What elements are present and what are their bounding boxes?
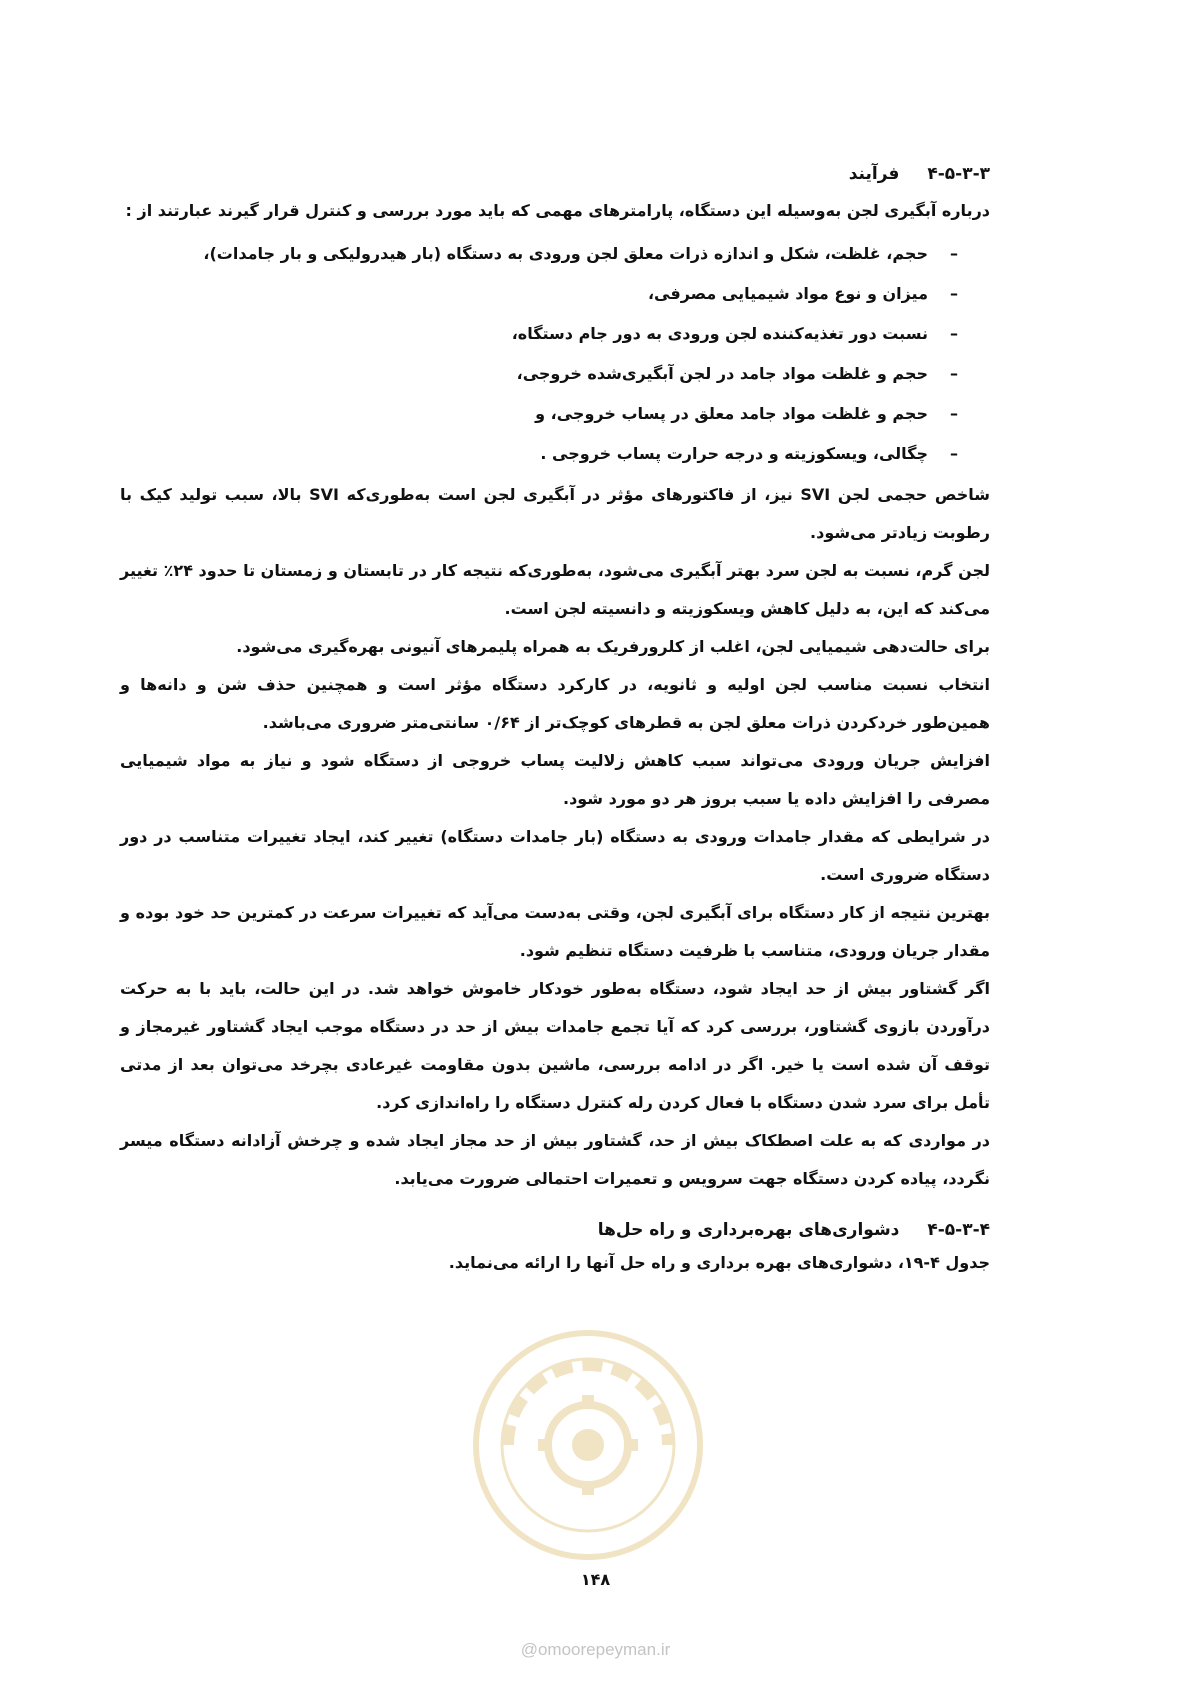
section-title: فرآیند xyxy=(848,164,900,184)
paragraph: بهترین نتیجه از کار دستگاه برای آبگیری لجن، وقتی به‌دست می‌آید که تغییرات سرعت در کمترین حد خود بوده و مقدار جریان ورودی، متناسب با ظرفیت دستگاه تنظیم شود. xyxy=(120,903,990,960)
section-number: ۴-۵-۳-۴ xyxy=(927,1220,990,1240)
list-item: – حجم، غلظت، شکل و اندازه ذرات معلق لجن ورودی به دستگاه (بار هیدرولیکی و بار جامدات)، xyxy=(120,234,958,274)
table-reference: جدول ۴-۱۹، دشواری‌های بهره برداری و راه حل آنها را ارائه می‌نماید. xyxy=(448,1253,990,1272)
seal-watermark-icon xyxy=(468,1325,708,1565)
footer-site-link[interactable]: @omoorepeyman.ir xyxy=(520,1640,671,1659)
paragraph: لجن گرم، نسبت به لجن سرد بهتر آبگیری می‌شود، به‌طوری‌که نتیجه کار در تابستان و زمستان تا حدود ۲۴٪ تغییر می‌کند که این، به دلیل کاهش ویسکوزیته و دانسیته لجن است. xyxy=(120,561,991,618)
paragraph: شاخص حجمی لجن SVI نیز، از فاکتورهای مؤثر در آبگیری لجن است به‌طوری‌که SVI بالا، سبب تولید کیک با رطوبت زیادتر می‌شود. xyxy=(120,485,990,542)
page-content xyxy=(120,160,990,1278)
paragraph: انتخاب نسبت مناسب لجن اولیه و ثانویه، در کارکرد دستگاه مؤثر است و همچنین حذف شن و دانه‌ها و همین‌طور خردکردن ذرات معلق لجن به قطرهای کوچک‌تر از ۰/۶۴ سانتی‌متر ضروری می‌باشد. xyxy=(120,675,990,732)
paragraph: اگر گشتاور بیش از حد ایجاد شود، دستگاه به‌طور خودکار خاموش خواهد شد. در این حالت، باید با به حرکت درآوردن بازوی گشتاور، بررسی کرد که آیا تجمع جامدات بیش از حد در دستگاه موجب ایجاد گشتاور غیرمجاز و توقف آن شده است یا خیر. اگر در ادامه بررسی، ماشین بدون مقاومت غیرعادی بچرخد می‌توان بعد از مدتی تأمل برای سرد شدن دستگاه با فعال کردن رله کنترل دستگاه را راه‌اندازی کرد. xyxy=(120,979,990,1112)
paragraph: در مواردی که به علت اصطکاک بیش از حد، گشتاور بیش از حد مجاز ایجاد شده و چرخش آزادانه دستگاه میسر نگردد، پیاده کردن دستگاه جهت سرویس و تعمیرات احتمالی ضرورت می‌یابد. xyxy=(120,1131,990,1188)
paragraph: در شرایطی که مقدار جامدات ورودی به دستگاه (بار جامدات دستگاه) تغییر کند، ایجاد تغییرات متناسب در دور دستگاه ضروری است. xyxy=(120,827,990,884)
list-item: – حجم و غلظت مواد جامد در لجن آبگیری‌شده خروجی، xyxy=(120,354,958,394)
list-item: – حجم و غلظت مواد جامد معلق در پساب خروجی، و xyxy=(120,394,958,434)
list-item: – میزان و نوع مواد شیمیایی مصرفی، xyxy=(120,274,958,314)
list-item: – چگالی، ویسکوزیته و درجه حرارت پساب خروجی . xyxy=(120,434,958,474)
paragraph: افزایش جریان ورودی می‌تواند سبب کاهش زلالیت پساب خروجی از دستگاه شود و نیاز به مواد شیمیایی مصرفی را افزایش داده یا سبب بروز هر دو مورد شود. xyxy=(120,751,990,808)
section-title: دشواری‌های بهره‌برداری و راه حل‌ها xyxy=(597,1220,900,1240)
list-item: – نسبت دور تغذیه‌کننده لجن ورودی به دور جام دستگاه، xyxy=(120,314,958,354)
intro-paragraph: درباره آبگیری لجن به‌وسیله این دستگاه، پارامترهای مهمی که باید مورد بررسی و کنترل قرار گیرند عبارتند از : xyxy=(125,201,990,220)
section-heading-problems xyxy=(120,1216,990,1244)
page-number: ۱۴۸ xyxy=(580,1570,611,1589)
parameter-list xyxy=(120,234,990,474)
section-number: ۴-۵-۳-۳ xyxy=(927,164,990,184)
section-heading-process xyxy=(120,160,990,188)
paragraph: برای حالت‌دهی شیمیایی لجن، اغلب از کلرورفریک به همراه پلیمرهای آنیونی بهره‌گیری می‌شود. xyxy=(236,637,990,656)
